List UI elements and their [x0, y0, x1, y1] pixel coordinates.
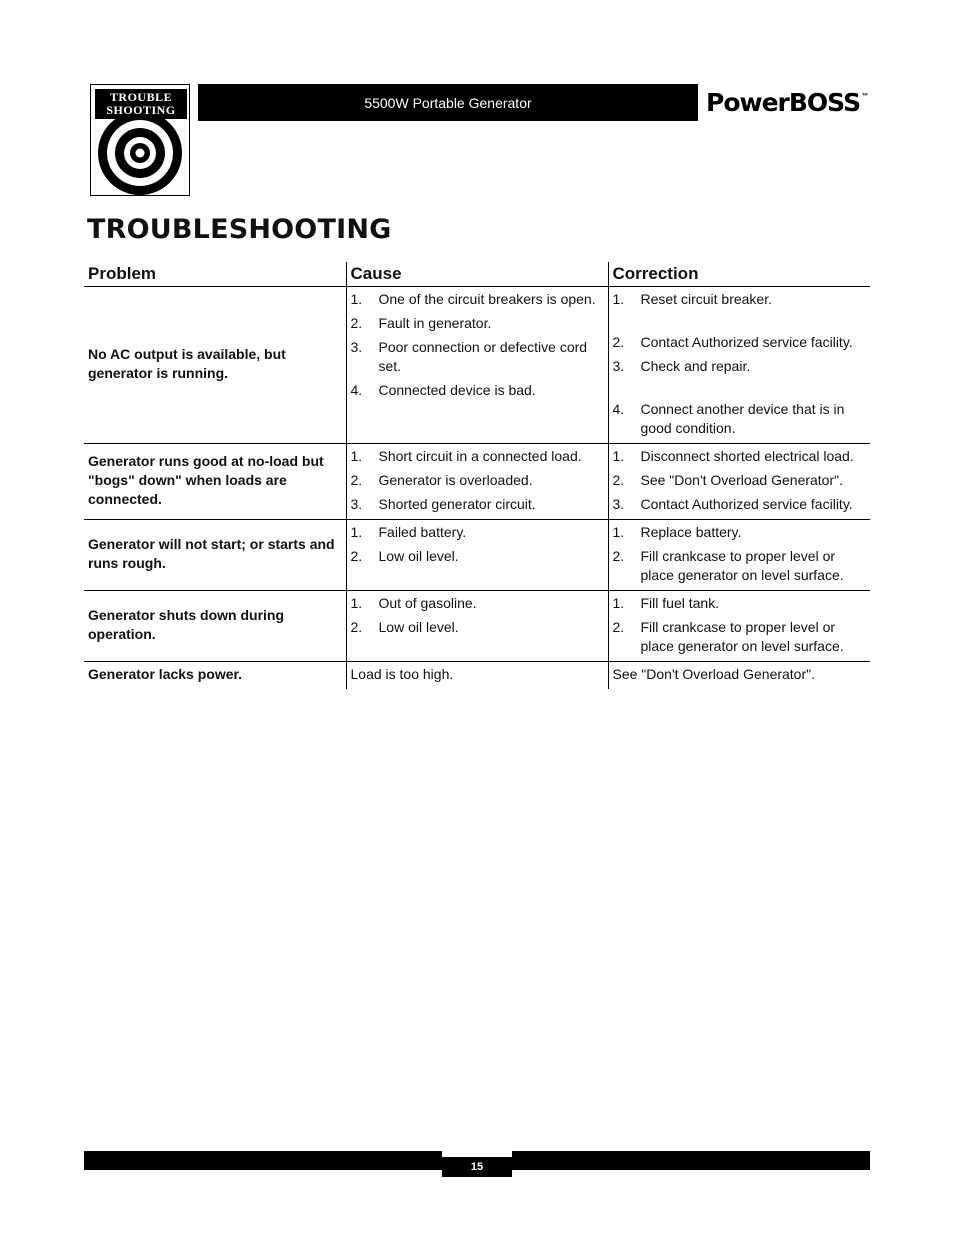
problem-cell: Generator shuts down during operation.: [84, 591, 346, 662]
item-number: 2.: [350, 548, 363, 564]
item-number: 3.: [350, 339, 363, 355]
item-number: 2.: [350, 619, 363, 635]
list-item: [351, 338, 604, 376]
item-text: Fault in generator.: [378, 315, 492, 331]
table-row: [84, 520, 870, 591]
item-number: 3.: [612, 496, 625, 512]
item-text: Failed battery.: [378, 524, 467, 540]
correction-cell: See "Don't Overload Generator".: [608, 662, 870, 690]
item-number: 1.: [612, 448, 625, 464]
list-item: [613, 290, 867, 309]
item-number: 3.: [612, 358, 625, 374]
brand-name: PowerBOSS: [706, 88, 861, 117]
item-number: 2.: [612, 548, 625, 564]
list-item: [613, 495, 867, 514]
item-text: Shorted generator circuit.: [378, 496, 536, 512]
list-item: [351, 523, 604, 542]
list-item: [613, 523, 867, 542]
cause-cell: [346, 520, 608, 591]
item-text: Contact Authorized service facility.: [640, 496, 853, 512]
item-text: Check and repair.: [640, 358, 751, 374]
item-text: Disconnect shorted electrical load.: [640, 448, 854, 464]
correction-cell: [608, 520, 870, 591]
list-item: [351, 314, 604, 333]
header-cause: Cause: [346, 262, 608, 287]
list-item: [351, 381, 604, 400]
list-item: [351, 471, 604, 490]
item-text: Fill fuel tank.: [640, 595, 720, 611]
correction-cell: [608, 287, 870, 444]
item-text: Poor connection or defective cord set.: [378, 339, 588, 374]
list-item: [351, 495, 604, 514]
item-text: Fill crankcase to proper level or place generator on level surface.: [640, 619, 844, 654]
header-title: 5500W Portable Generator: [364, 94, 532, 111]
problem-cell: Generator will not start; or starts and runs rough.: [84, 520, 346, 591]
list-item: [613, 447, 867, 466]
problem-cell: Generator runs good at no-load but "bogs" down" when loads are connected.: [84, 444, 346, 520]
list-item: [613, 594, 867, 613]
badge-line-2: SHOOTING: [106, 103, 176, 117]
item-text: Connect another device that is in good condition.: [640, 401, 845, 436]
header-bar: [198, 84, 698, 121]
cause-cell: [346, 444, 608, 520]
item-number: 2.: [612, 334, 625, 350]
table-row: [84, 662, 870, 690]
list-item: [351, 290, 604, 309]
item-number: 3.: [350, 496, 363, 512]
list-item: [351, 547, 604, 566]
item-number: 4.: [350, 382, 363, 398]
item-number: 1.: [350, 291, 363, 307]
item-text: Generator is overloaded.: [378, 472, 533, 488]
item-text: One of the circuit breakers is open.: [378, 291, 596, 307]
item-text: See "Don't Overload Generator".: [640, 472, 843, 488]
item-text: Out of gasoline.: [378, 595, 477, 611]
list-item: [613, 547, 867, 585]
item-text: Reset circuit breaker.: [640, 291, 772, 307]
correction-cell: [608, 591, 870, 662]
problem-cell: No AC output is available, but generator is running.: [84, 287, 346, 444]
item-text: Connected device is bad.: [378, 382, 536, 398]
list-item: [351, 594, 604, 613]
badge-line-1: TROUBLE: [109, 90, 173, 104]
list-item: [613, 333, 867, 352]
header-correction: Correction: [608, 262, 870, 287]
troubleshooting-table: [84, 262, 870, 689]
correction-cell: [608, 444, 870, 520]
item-text: Replace battery.: [640, 524, 742, 540]
item-text: Fill crankcase to proper level or place generator on level surface.: [640, 548, 844, 583]
problem-cell: Generator lacks power.: [88, 666, 243, 682]
list-item: [613, 618, 867, 656]
list-item: [351, 447, 604, 466]
page-number: [442, 1157, 512, 1177]
item-number: 1.: [350, 595, 363, 611]
item-number: 1.: [612, 595, 625, 611]
list-item: [613, 471, 867, 490]
page-number-text: 15: [470, 1161, 484, 1173]
item-number: 2.: [612, 472, 625, 488]
list-item: [351, 618, 604, 637]
page-title: TROUBLESHOOTING: [87, 214, 392, 245]
item-text: Low oil level.: [378, 619, 459, 635]
item-number: 1.: [350, 448, 363, 464]
troubleshooting-badge: [90, 84, 190, 196]
table-row: [84, 591, 870, 662]
list-item: [613, 400, 867, 438]
trademark-mark: ™: [861, 92, 870, 101]
cause-cell: Load is too high.: [346, 662, 608, 690]
table-header-row: [84, 262, 870, 287]
item-number: 1.: [612, 524, 625, 540]
table-row: [84, 287, 870, 444]
item-number: 2.: [350, 472, 363, 488]
item-number: 1.: [350, 524, 363, 540]
item-text: Short circuit in a connected load.: [378, 448, 582, 464]
cause-cell: [346, 591, 608, 662]
item-number: 2.: [350, 315, 363, 331]
item-number: 1.: [612, 291, 625, 307]
item-number: 4.: [612, 401, 625, 417]
header-problem: Problem: [84, 262, 346, 287]
item-text: Contact Authorized service facility.: [640, 334, 853, 350]
table-row: [84, 444, 870, 520]
list-item: [613, 357, 867, 376]
item-number: 2.: [612, 619, 625, 635]
cause-cell: [346, 287, 608, 444]
badge-label: [95, 89, 187, 119]
item-text: Low oil level.: [378, 548, 459, 564]
brand-logo: [706, 84, 869, 121]
